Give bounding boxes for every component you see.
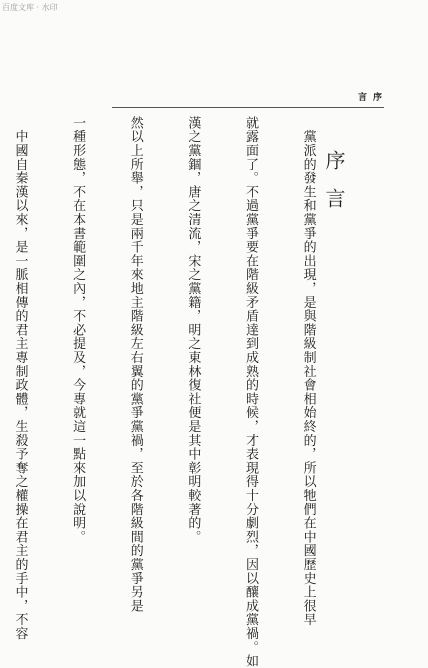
text-column: 就露面了。不過黨爭要在階級矛盾達到成熟的時候，才表現得十分劇烈，因以釀成黨禍。如 — [242, 116, 258, 668]
header-rule — [112, 107, 384, 108]
text-column: 一種形態，不在本書範圍之內，不必提及，今專就這一點來加以說明。 — [70, 116, 86, 544]
body-text — [0, 116, 356, 668]
text-column: 中國自秦漢以來，是一脈相傳的君主專制政體，生殺予奪之權操在君主的手中，不容 — [12, 116, 28, 641]
section-title: 序言 — [322, 150, 346, 226]
text-column: 黨派的發生和黨爭的出現，是與階級制社會相始終的，所以牠們在中國歷史上很早 — [300, 116, 316, 627]
text-column: 然以上所舉，只是兩千年來地主階級左右翼的黨爭黨禍，至於各階級間的黨爭另是 — [127, 116, 143, 613]
watermark: 百度文库 · 水印 — [2, 3, 58, 12]
text-column: 漢之黨錮，唐之清流，宋之黨籍，明之東林復社便是其中彰明較著的。 — [185, 116, 201, 544]
running-head: 言序 — [358, 93, 389, 103]
